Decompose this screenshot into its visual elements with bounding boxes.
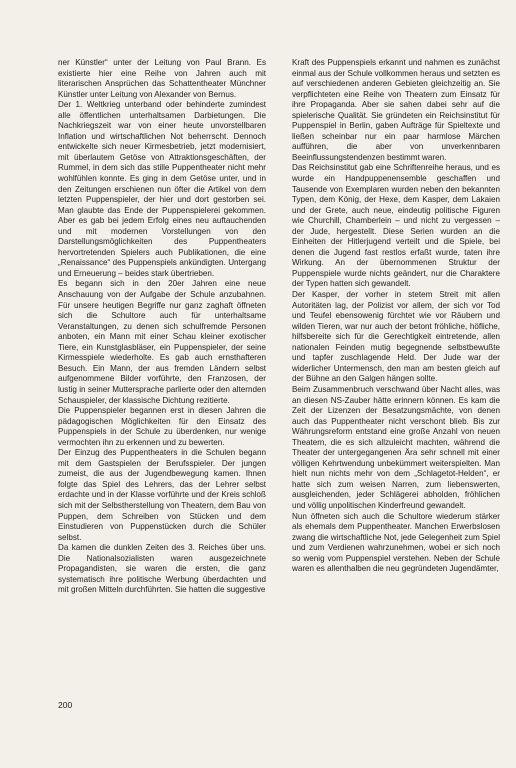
left-text-column xyxy=(58,58,266,596)
paragraph: Kraft des Puppenspiels erkannt und nahmen es zunächst einmal aus der Schule vollkommen heraus und setzten es auf verschiedenen anderen Gebieten gleichzeitig an. Sie verpflichteten eine Reihe von Theatern zum Einsatz für ihre Propaganda. Aber sie sahen dabei sehr auf die spielerische Qualität. Sie gründeten ein Reichsinstitut für Puppenspiel in Berlin, gaben Aufträge für Spieltexte und ließen scheinbar nur ein paar harmlose Märchen aufführen, die aber von unverkennbaren Beeinflussungstendenzen bestimmt waren. xyxy=(292,58,500,162)
paragraph: Die Puppenspieler begannen erst in diesen Jahren die pädagogischen Möglichkeiten für den Einsatz des Puppenspiels in der Schule zu überdenken, nur wenige vermochten ihn zu erkennen und zu bewerten. xyxy=(58,406,266,447)
paragraph: Es begann sich in den 20er Jahren eine neue Anschauung von der Aufgabe der Schule anzubahnen. Für unsere heutigen Begriffe nur ganz zaghaft öffneten sich die Schultore auch für unterhaltsame Veranstaltungen, zu denen sich schulfremde Personen anboten, ein Mann mit einer Schau kleiner exotischer Tiere, ein Kunstglasbläser, ein Puppenspieler, der seine Kirmesspiele wiederholte. Es gab auch ernsthafteren Besuch. Ein Mann, der aus fremden Ländern selbst aufgenommene Bilder vorführte, den Franzosen, der lustig in seiner Muttersprache parlierte oder den alternden Schauspieler, der klassische Dichtung rezitierte. xyxy=(58,279,266,405)
paragraph: Der Einzug des Puppentheaters in die Schulen begann mit dem Gastspielen der Berufsspieler. Der jungen zumeist, die aus der Jugendbewegung kamen. Ihnen folgte das Spiel des Lehrers, das der Lehrer selbst erdachte und in der Klasse vorführte und der Kreis schloß sich mit der Selbstherstellung von Theatern, dem Bau von Puppen, dem Schreiben von Stücken und dem Einstudieren von Puppenstücken durch die Schüler selbst. xyxy=(58,448,266,542)
paragraph: Der 1. Weltkrieg unterband oder behinderte zumindest alle öffentlichen unterhaltsamen Darbietungen. Die Nachkriegszeit war von einer heute unvorstellbaren Inflation und wirtschaftlichen Not beherrscht. Dennoch entwickelte sich neuer Kirmesbetrieb, jetzt modernisiert, mit überlautem Getöse von Attraktionsgeschäften, der Rummel, in dem sich das stille Puppentheater nicht mehr wohlfühlen konnte. Es ging in dem Getöse unter, und in den Zeitungen erschienen nun öfter die Artikel von dem letzten Puppenspieler, der hier und dort gestorben sei. Man glaubte das Ende der Puppenspielerei gekommen. Aber es gab bei jedem Erfolg eines neu auftauchenden und mit modernen Vorstellungen von den Darstellungsmöglichkeiten des Puppentheaters hervortretenden Spielers auch Publikationen, die eine „Renaissance“ des Puppenspiels ankündigten. Untergang und Erneuerung – beides stark übertrieben. xyxy=(58,100,266,278)
paragraph: ner Künstler“ unter der Leitung von Paul Brann. Es existierte hier eine Reihe von Jahren auch mit literarischen Ansprüchen das Schattentheater Münchner Künstler unter Leitung von Alexander von Bernus. xyxy=(58,58,266,99)
paragraph: Nun öffneten sich auch die Schultore wiederum stärker als ehemals dem Puppentheater. Manchen Erwerbslosen zwang die wirtschaftliche Not, jede Gelegenheit zum Spiel und zum Verdienen wahrzunehmen, wobei er sich noch so wenig vom Puppenspiel verstehen. Neben der Schule waren es allenthalben die neu gegründeten Jugendämter, xyxy=(292,511,500,574)
paragraph: Der Kasper, der vorher in stetem Streit mit allen Autoritäten lag, der Polizist vor allem, der sich vor Tod und Teufel ebensowenig fürchtet wie vor Räubern und wilden Tieren, war nur auch der betont fröhliche, höfliche, hilfsbereite sich für die Gerechtigkeit eintretende, allen nationalen Feinden mutig begegnende selbstbewußte und tapfer zuschlagende Held. Der Jude war der widerlicher Untermensch, den man am besten gleich auf der Bühne an den Galgen hängen sollte. xyxy=(292,290,500,384)
paragraph: Das Reichsinstitut gab eine Schriftenreihe heraus, und es wurde ein Handpuppenensemble geschaffen und Tausende von Exemplaren wurden neben den bekannten Typen, dem König, der Hexe, dem Kasper, dem Lakaien und der Grete, auch neue, eindeutig politische Figuren wie Churchill, Chamberlein – und nicht zu vergessen – der Jude, hergestellt. Diese Serien wurden an die Einheiten der Hitlerjugend verteilt und die Spiele, bei denen die Jugend fast restlos erfaßt wurde, taten ihre Wirkung. An der übernommenen Struktur der Puppenspiele wurde nichts geändert, nur die Charaktere der Typen hatten sich gewandelt. xyxy=(292,163,500,289)
right-text-column xyxy=(292,58,500,575)
page-number: 200 xyxy=(58,700,73,710)
paragraph: Beim Zusammenbruch verschwand über Nacht alles, was an diesen NS-Zauber hätte erinnern können. Es kam die Zeit der Lizenzen der Besatzungsmächte, von denen auch das Puppentheater nicht verschont blieb. Bis zur Währungsreform entstand eine große Anzahl von neuen Theatern, die es sich allzuleicht machten, während die Theater der untergegangenen Ära sehr schnell mit einer völligen Kehrtwendung unbekümmert weiterspielten. Man hielt nun nichts mehr von dem „Schlagetot-Helden“, er hatte sich zum weisen Narren, zum liebenswerten, ausgleichenden, jeder Schlägerei abholden, fröhlichen und völlig unpolitischen Kinderfreund gewandelt. xyxy=(292,384,500,510)
paragraph: Da kamen die dunklen Zeiten des 3. Reiches über uns. Die Nationalsozialisten waren ausgezeichnete Propagandisten, sie waren die ersten, die ganz systematisch ihre politische Werbung überdachten und mit großen Mitteln durchführten. Sie hatten die suggestive xyxy=(58,543,266,595)
